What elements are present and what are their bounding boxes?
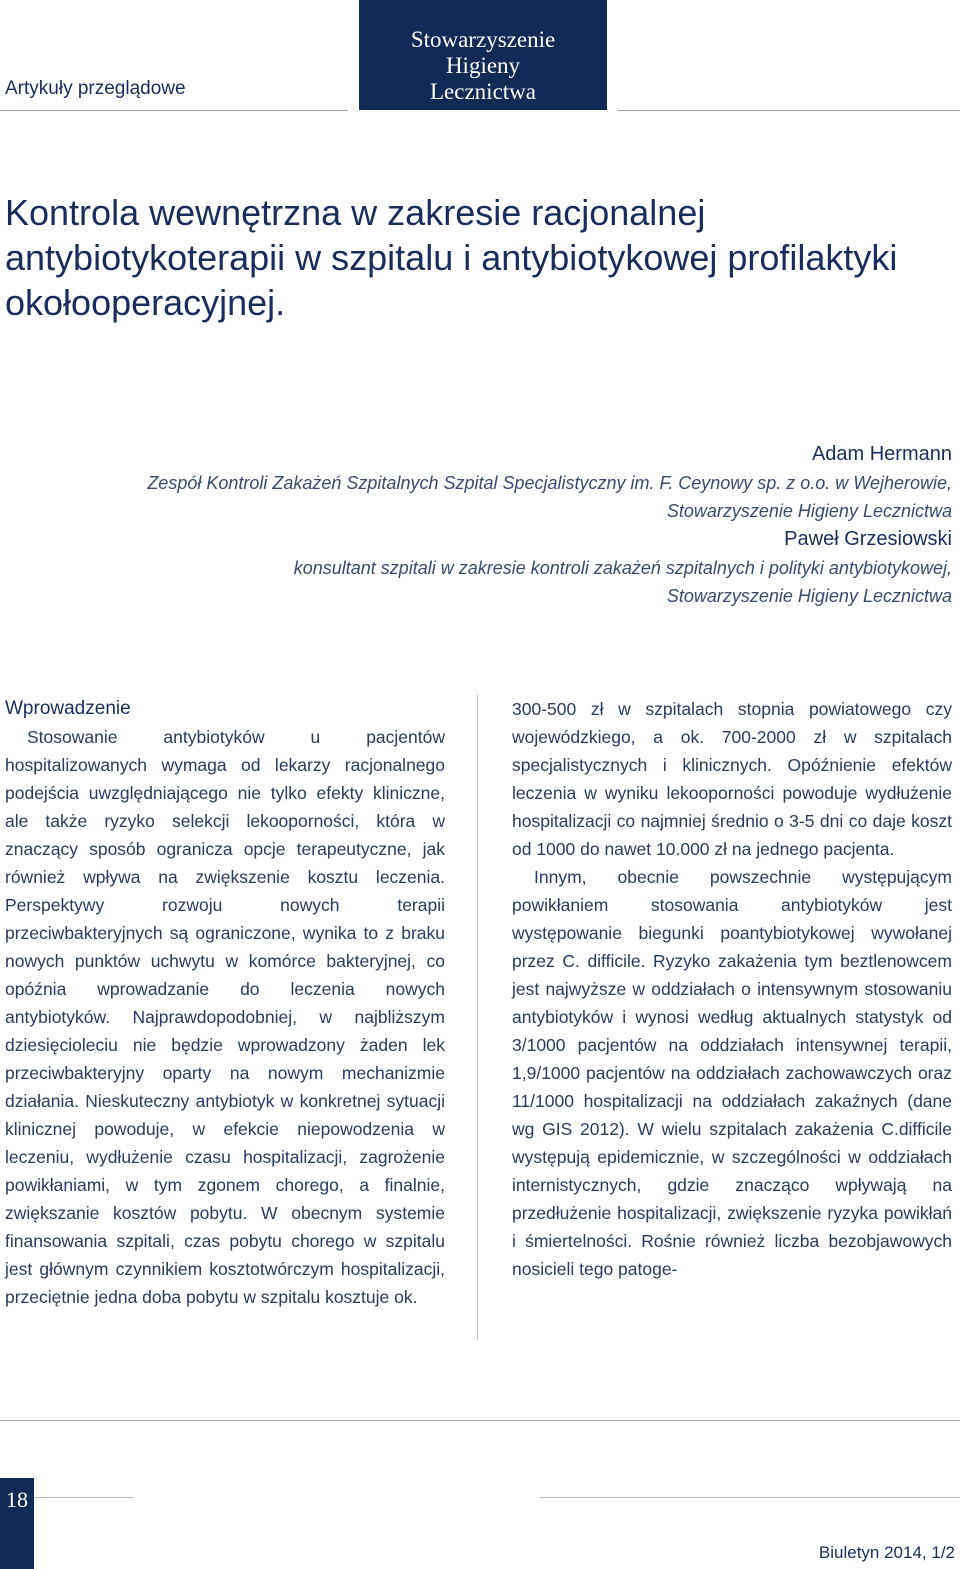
issue-label: Biuletyn 2014, 1/2 [818, 1543, 955, 1562]
article-title: Kontrola wewnętrzna w zakresie racjonalnej antybiotykoterapii w szpitalu i antybiotykowej profilaktyki okołooperacyjnej. [5, 192, 898, 323]
left-column-text: Stosowanie antybiotyków u pacjentów hospitalizowanych wymaga od lekarzy racjonalnego podejścia uwzględniającego nie tylko efekty kliniczne, ale także ryzyko selekcji lekooporności, która w znaczący sposób ogranicza opcje terapeutyczne, jak również wpływa na zwiększenie kosztu leczenia. Perspektywy rozwoju nowych terapii przeciwbakteryjnych są ograniczone, wynika to z braku nowych punktów uchwytu w komórce bakteryjnej, co opóźnia wprowadzanie do leczenia nowych antybiotyków. Najprawdopodobniej, w najbliższym dziesięcioleciu nie będzie wprowadzony żaden lek przeciwbakteryjny oparty na nowym mechanizmie działania. Nieskuteczny antybiotyk w konkretnej sytuacji klinicznej powoduje, w efekcie niepowodzenia w leczeniu, wydłużenie czasu hospitalizacji, zagrożenie powikłaniami, w tym zgonem chorego, a finalnie, zwiększanie kosztów pobytu. W obecnym systemie finansowania szpitali, czas pobytu chorego w szpitalu jest głównym czynnikiem kosztotwórczym hospitalizacji, przeciętnie jedna doba pobytu w szpitalu kosztuje ok. [5, 727, 445, 1307]
footer-short-rule [34, 1497, 134, 1498]
section-label: Artykuły przeglądowe [5, 78, 186, 99]
column-divider [477, 695, 478, 1340]
right-paragraph-1: 300-500 zł w szpitalach stopnia powiatowego czy wojewódzkiego, a ok. 700-2000 zł w szpitalach specjalistycznych i klinicznych. Opóźnienie efektów leczenia w wyniku lekooporności powoduje wydłużenie hospitalizacji co najmniej średnio o 3-5 dni co daje koszt od 1000 do nawet 10.000 zł na jednego pacjenta. [512, 699, 952, 859]
right-column [512, 695, 952, 1283]
authors-block [12, 440, 952, 610]
section-heading: Wprowadzenie [5, 698, 131, 719]
logo-line-3: Lecznictwa [430, 79, 536, 104]
author-affiliation-2b: Stowarzyszenie Higieny Lecznictwa [666, 586, 952, 606]
author-affiliation-1a: Zespół Kontroli Zakażeń Szpitalnych Szpital Specjalistyczny im. F. Ceynowy sp. z o.o. w Wejherowie, [147, 473, 952, 493]
logo-line-1: Stowarzyszenie [410, 27, 556, 52]
left-column [5, 695, 445, 1311]
header-rule-left [0, 110, 348, 111]
author-name-1: Adam Hermann [811, 443, 952, 465]
society-logo [359, 0, 607, 110]
page-number: 18 [0, 1478, 34, 1569]
logo-line-2: Higieny [445, 53, 521, 78]
author-affiliation-2a: konsultant szpitali w zakresie kontroli zakażeń szpitalnych i polityki antybiotykowej, [293, 558, 952, 578]
author-name-2: Paweł Grzesiowski [784, 528, 952, 550]
footer-long-rule [540, 1497, 960, 1498]
footer-rule [0, 1420, 960, 1421]
right-paragraph-2: Innym, obecnie powszechnie występującym powikłaniem stosowania antybiotyków jest występowanie biegunki poantybiotykowej wywołanej przez C. difficile. Ryzyko zakażenia tym beztlenowcem jest najwyższe w oddziałach o intensywnym stosowaniu antybiotyków i wynosi według aktualnych statystyk od 3/1000 pacjentów na oddziałach intensywnej terapii, 1,9/1000 pacjentów na oddziałach zachowawczych oraz 11/1000 hospitalizacji na oddziałach zakaźnych (dane wg GIS 2012). W wielu szpitalach zakażenia C.difficile występują epidemicznie, w szczególności w oddziałach internistycznych, gdzie znacząco wpływają na przedłużenie hospitalizacji, zwiększenie ryzyka powikłań i śmiertelności. Rośnie również liczba bezobjawowych nosicieli tego patoge- [512, 867, 952, 1279]
header-rule-right [618, 110, 960, 111]
author-affiliation-1b: Stowarzyszenie Higieny Lecznictwa [666, 501, 952, 521]
